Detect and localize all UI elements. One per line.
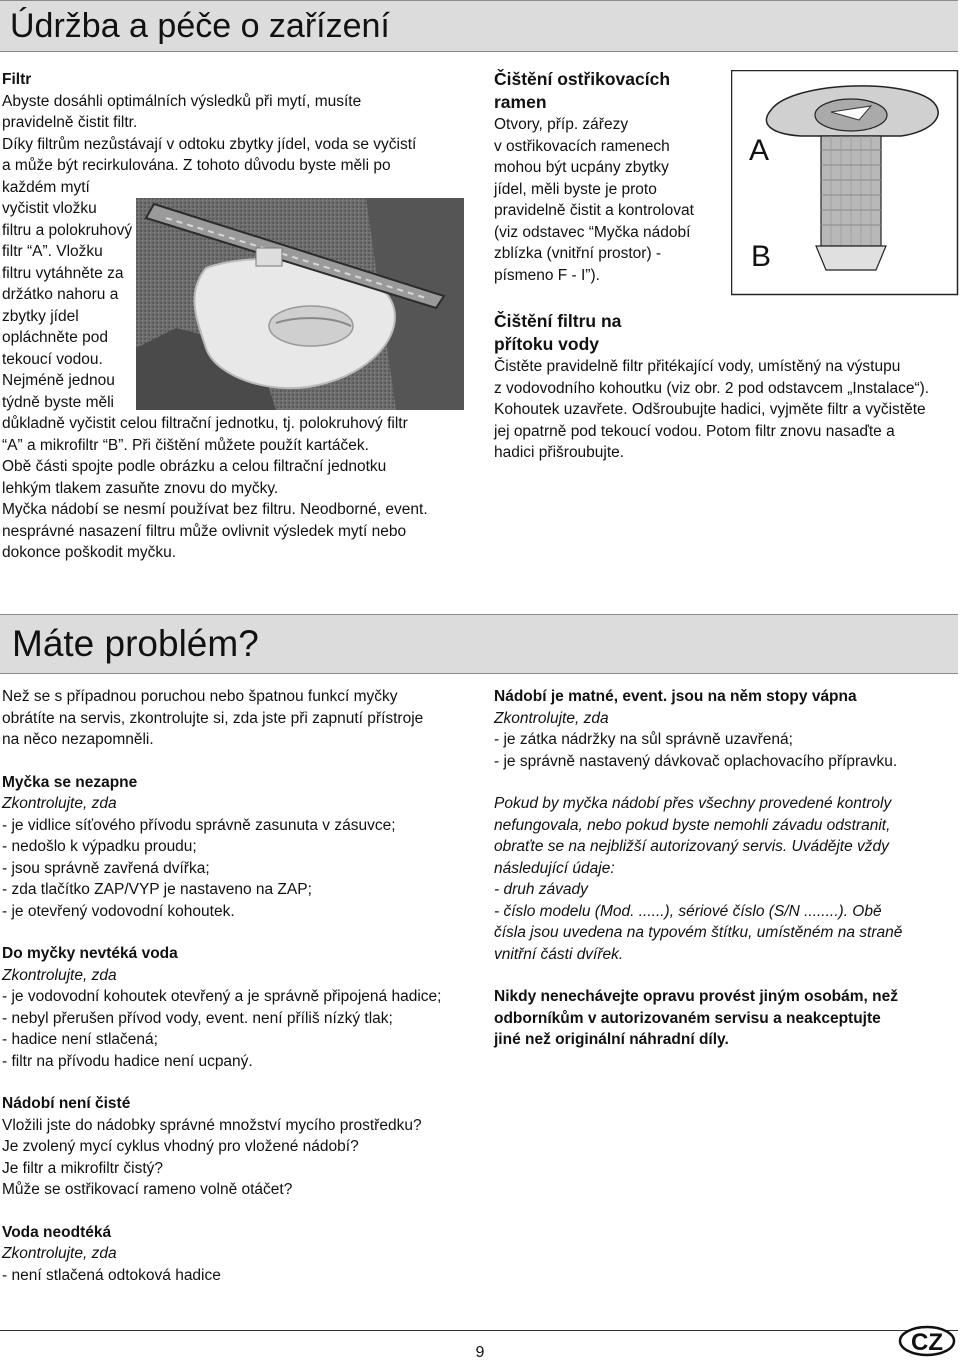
not-clean-item: Je filtr a mikrofiltr čistý? (2, 1159, 164, 1177)
filter-line: filtru vytáhněte za (2, 264, 124, 282)
inlet-filter-line: z vodovodního kohoutku (viz obr. 2 pod odstavcem „Instalace“). (494, 379, 930, 397)
service-line: vnitřní části dvířek. (494, 945, 624, 963)
no-water-item: - je vodovodní kohoutek otevřený a je správně připojená hadice; (2, 988, 442, 1005)
inlet-filter-line: Kohoutek uzavřete. Odšroubujte hadici, vyjměte filtr a vyčistěte (494, 401, 926, 418)
filter-line: filtr “A”. Vložku (2, 243, 103, 260)
filter-line: lehkým tlakem zasuňte znovu do myčky. (2, 479, 279, 497)
service-line: obraťte se na nejbližší autorizovaný servis. Uvádějte vždy (494, 838, 889, 855)
warning-line: odborníkům v autorizovaném servisu a neakceptujte (494, 1009, 881, 1027)
filter-line: “A” a mikrofiltr “B”. Při čištění můžete použít kartáček. (2, 436, 369, 454)
service-line: následující údaje: (494, 859, 615, 877)
spray-arms-line: mohou být ucpány zbytky (494, 159, 669, 176)
not-clean-heading: Nádobí není čisté (2, 1095, 131, 1112)
filter-line: zbytky jídel (2, 307, 79, 325)
section-banner-maintenance (0, 0, 958, 52)
inlet-filter-line: hadici přišroubujte. (494, 444, 625, 461)
spray-arms-line: (viz odstavec “Myčka nádobí (494, 223, 691, 241)
language-code: CZ (911, 1329, 943, 1356)
filter-line: Díky filtrům nezůstávají v odtoku zbytky jídel, voda se vyčistí (2, 135, 417, 153)
intro-line: obrátíte na servis, zkontrolujte si, zda jste při zapnutí přístroje (2, 709, 424, 727)
not-starting-item: - je vidlice síťového přívodu správně zasunuta v zásuvce; (2, 816, 396, 834)
not-clean-item: Může se ostřikovací rameno volně otáčet? (2, 1181, 293, 1198)
no-water-item: - nebyl přerušen přívod vody, event. není příliš nízký tlak; (2, 1009, 393, 1027)
spray-arms-line: v ostřikovacích ramenech (494, 137, 670, 155)
filter-line: každém mytí (2, 178, 90, 196)
no-water-item: - hadice není stlačená; (2, 1031, 158, 1048)
not-clean-item: Je zvolený mycí cyklus vhodný pro vložené nádobí? (2, 1138, 359, 1155)
spray-arms-line: zblízka (vnitřní prostor) - (494, 245, 662, 262)
warning-line: Nikdy nenechávejte opravu provést jiným osobám, než (494, 988, 898, 1005)
service-line: - číslo modelu (Mod. ......), sériové číslo (S/N ........). Obě (494, 902, 882, 920)
filter-line: Abyste dosáhli optimálních výsledků při mytí, musíte (2, 92, 362, 110)
intro-line: Než se s případnou poruchou nebo špatnou funkcí myčky (2, 688, 398, 705)
filter-line: pravidelně čistit filtr. (2, 114, 138, 131)
inlet-filter-heading-cont: přítoku vody (494, 334, 600, 354)
dull-dishes-heading: Nádobí je matné, event. jsou na něm stopy vápna (494, 688, 857, 705)
spray-arms-line: jídel, měli byste je proto (494, 180, 657, 198)
not-starting-check: Zkontrolujte, zda (2, 795, 117, 812)
troubleshoot-left-column (2, 686, 470, 1286)
spray-arms-line: Otvory, příp. zářezy (494, 116, 629, 133)
inlet-filter-heading: Čištění filtru na (494, 311, 622, 331)
not-starting-item: - je otevřený vodovodní kohoutek. (2, 902, 235, 920)
filter-line: důkladně vyčistit celou filtrační jednotku, tj. polokruhový filtr (2, 415, 408, 432)
filter-line: Nejméně jednou (2, 372, 115, 389)
diagram-label-a: A (749, 134, 770, 167)
problem-title: Máte problém? (12, 623, 259, 664)
inlet-filter-line: Čistěte pravidelně filtr přitékající vody, umístěný na výstupu (494, 358, 901, 375)
filter-line: nesprávné nasazení filtru může ovlivnit výsledek mytí nebo (2, 522, 407, 540)
no-water-item: - filtr na přívodu hadice není ucpaný. (2, 1052, 253, 1070)
section-banner-problem (0, 614, 958, 674)
inlet-filter-section (494, 310, 960, 464)
page-title: Údržba a péče o zařízení (10, 7, 390, 45)
not-starting-heading: Myčka se nezapne (2, 773, 138, 791)
warning-line: jiné než originální náhradní díly. (494, 1031, 729, 1048)
service-line: čísla jsou uvedena na typovém štítku, umístěném na straně (494, 924, 903, 941)
filter-heading: Filtr (2, 71, 32, 88)
not-starting-item: - nedošlo k výpadku proudu; (2, 838, 197, 855)
language-badge (898, 1325, 956, 1357)
filter-line: držátko nahoru a (2, 286, 119, 303)
spray-arms-line: písmeno F - I”). (494, 266, 600, 284)
filter-diagram (731, 70, 959, 296)
service-line: - druh závady (494, 881, 588, 898)
spray-arms-line: pravidelně čistit a kontrolovat (494, 202, 694, 219)
inlet-filter-line: jej opatrně pod tekoucí vodou. Potom filtr znovu nasaďte a (494, 422, 895, 440)
no-water-check: Zkontrolujte, zda (2, 966, 117, 984)
filter-line: tekoucí vodou. (2, 350, 103, 368)
filter-line: opláchněte pod (2, 329, 109, 346)
intro-line: na něco nezapomněli. (2, 731, 154, 748)
not-starting-item: - jsou správně zavřená dvířka; (2, 859, 210, 877)
filter-line: a může být recirkulována. Z tohoto důvodu byste měli po (2, 157, 391, 174)
troubleshoot-right-column (494, 686, 958, 1051)
filter-photo (136, 198, 464, 410)
service-line: nefungovala, nebo pokud byste nemohli závadu odstranit, (494, 816, 891, 834)
no-drain-item: - není stlačená odtoková hadice (2, 1266, 221, 1284)
dull-dishes-item: - je zátka nádržky na sůl správně uzavřená; (494, 731, 793, 748)
dull-dishes-item: - je správně nastavený dávkovač oplachovacího přípravku. (494, 752, 898, 770)
not-starting-item: - zda tlačítko ZAP/VYP je nastaveno na ZAP; (2, 881, 312, 898)
not-clean-item: Vložili jste do nádobky správné množství mycího prostředku? (2, 1116, 422, 1134)
filter-line: filtru a polokruhový (2, 221, 133, 239)
spray-arms-section (494, 68, 730, 286)
filter-line: Myčka nádobí se nesmí používat bez filtru. Neodborné, event. (2, 501, 428, 518)
service-line: Pokud by myčka nádobí přes všechny provedené kontroly (494, 795, 892, 812)
page-number: 9 (475, 1344, 485, 1361)
no-drain-heading: Voda neodtéká (2, 1223, 112, 1241)
footer-rule (0, 1330, 958, 1331)
filter-line: vyčistit vložku (2, 200, 97, 217)
spray-arms-heading-cont: ramen (494, 92, 547, 112)
dull-dishes-check: Zkontrolujte, zda (494, 709, 609, 727)
filter-line: Obě části spojte podle obrázku a celou filtrační jednotku (2, 458, 387, 475)
no-drain-check: Zkontrolujte, zda (2, 1245, 117, 1262)
filter-line: dokonce poškodit myčku. (2, 544, 177, 561)
spray-arms-heading: Čištění ostřikovacích (494, 69, 671, 89)
diagram-label-b: B (751, 240, 772, 273)
no-water-heading: Do myčky nevtéká voda (2, 945, 178, 962)
filter-line: týdně byste měli (2, 393, 114, 411)
